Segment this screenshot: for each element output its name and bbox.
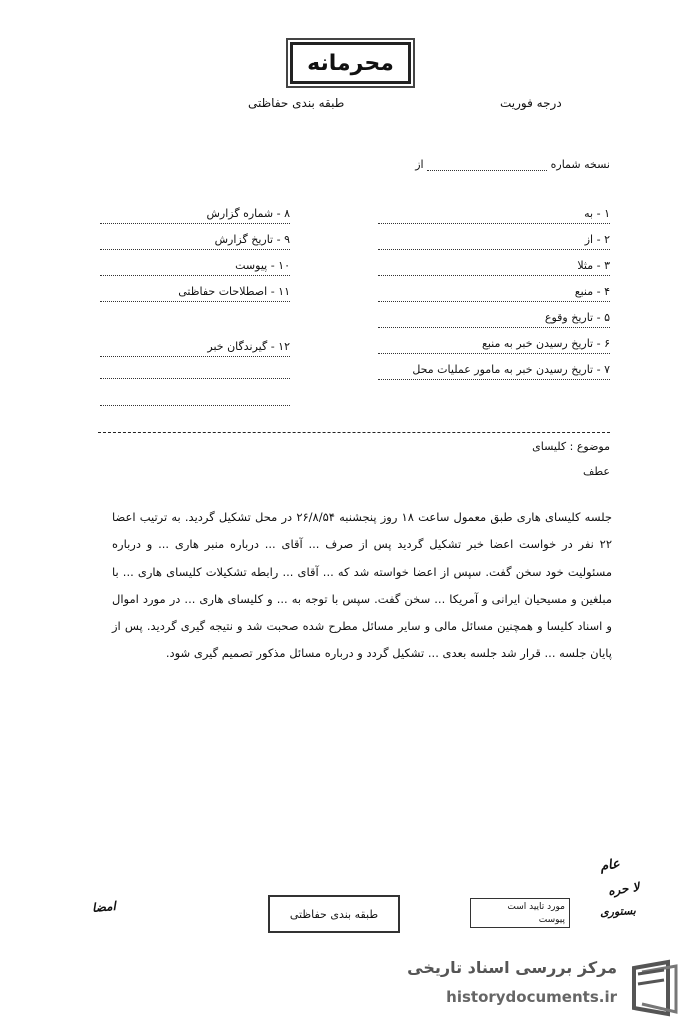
field-source: ۴ - منبع bbox=[378, 285, 610, 302]
field-from: ۲ - از bbox=[378, 233, 610, 250]
copy-number-label: نسخه شماره bbox=[550, 158, 610, 171]
confidential-stamp: محرمانه bbox=[290, 42, 411, 84]
recipients-blank-1 bbox=[100, 378, 290, 379]
watermark-title: مرکز بررسی اسناد تاریخی bbox=[407, 958, 617, 977]
handwritten-signature: امضا bbox=[91, 898, 117, 916]
approval-line: مورد تایید است bbox=[507, 902, 565, 912]
field-recipients: ۱۲ - گیرندگان خبر bbox=[100, 340, 290, 357]
field-security-terms: ۱۱ - اصطلاحات حفاظتی bbox=[100, 285, 290, 302]
watermark bbox=[400, 952, 692, 1024]
recipients-blank-2 bbox=[100, 405, 290, 406]
handwritten-note: عام bbox=[598, 856, 621, 875]
field-news-to-agent-date: ۷ - تاریخ رسیدن خبر به مامور عملیات محل bbox=[378, 363, 610, 380]
subject-line: موضوع : کلیسای bbox=[532, 440, 610, 453]
field-attachment: ۱۰ - پیوست bbox=[100, 259, 290, 276]
field-to: ۱ - به bbox=[378, 207, 610, 224]
field-report-number: ۸ - شماره گزارش bbox=[100, 207, 290, 224]
field-news-to-source-date: ۶ - تاریخ رسیدن خبر به منبع bbox=[378, 337, 610, 354]
copy-number-line bbox=[370, 158, 610, 171]
copies-from-label: از bbox=[415, 158, 424, 171]
field-report-date: ۹ - تاریخ گزارش bbox=[100, 233, 290, 250]
archive-logo-icon bbox=[628, 958, 684, 1018]
classification-label: طبقه بندی حفاظتی bbox=[248, 96, 345, 110]
handwritten-note: لا حره bbox=[607, 879, 641, 899]
urgency-label: درجه فوریت bbox=[500, 96, 562, 110]
section-divider bbox=[98, 432, 610, 433]
report-body: جلسه کلیسای هاری طبق معمول ساعت ۱۸ روز پنجشنبه ۲۶/۸/۵۴ در محل تشکیل گردید. به ترتیب اعضا ۲۲ نفر در خواست اعضا خبر تشکیل گردید پس از صرف ... آقای ... درباره منبر هاری ... و درباره مسئولیت خود سخن گفت. سپس از اعضا خواسته شد که ... آقای ... رابطه تشکیلات کلیسای هاری ... با مبلغین و مسیحیان ایرانی و آمریکا ... سخن گفت. سپس با توجه به ... و کلیسای هاری ... در مورد اموال و اسناد کلیسا و همچنین مسائل مالی و سایر مسائل مطرح شده صحبت شد و نتیجه گیری گردید. پس از پایان جلسه ... قرار شد جلسه بعدی ... تشکیل گردد و درباره مسائل مذکور تصمیم گیری شود. bbox=[112, 510, 612, 661]
approval-box bbox=[470, 898, 570, 928]
field-subject-ref: ۳ - مثلا bbox=[378, 259, 610, 276]
classification-seal: طبقه بندی حفاظتی bbox=[268, 895, 400, 933]
approval-attachment: پیوست bbox=[538, 915, 565, 925]
handwritten-note: بستوری bbox=[599, 904, 637, 919]
reference-line: عطف bbox=[583, 465, 610, 478]
field-event-date: ۵ - تاریخ وقوع bbox=[378, 311, 610, 328]
watermark-url: historydocuments.ir bbox=[446, 988, 617, 1006]
